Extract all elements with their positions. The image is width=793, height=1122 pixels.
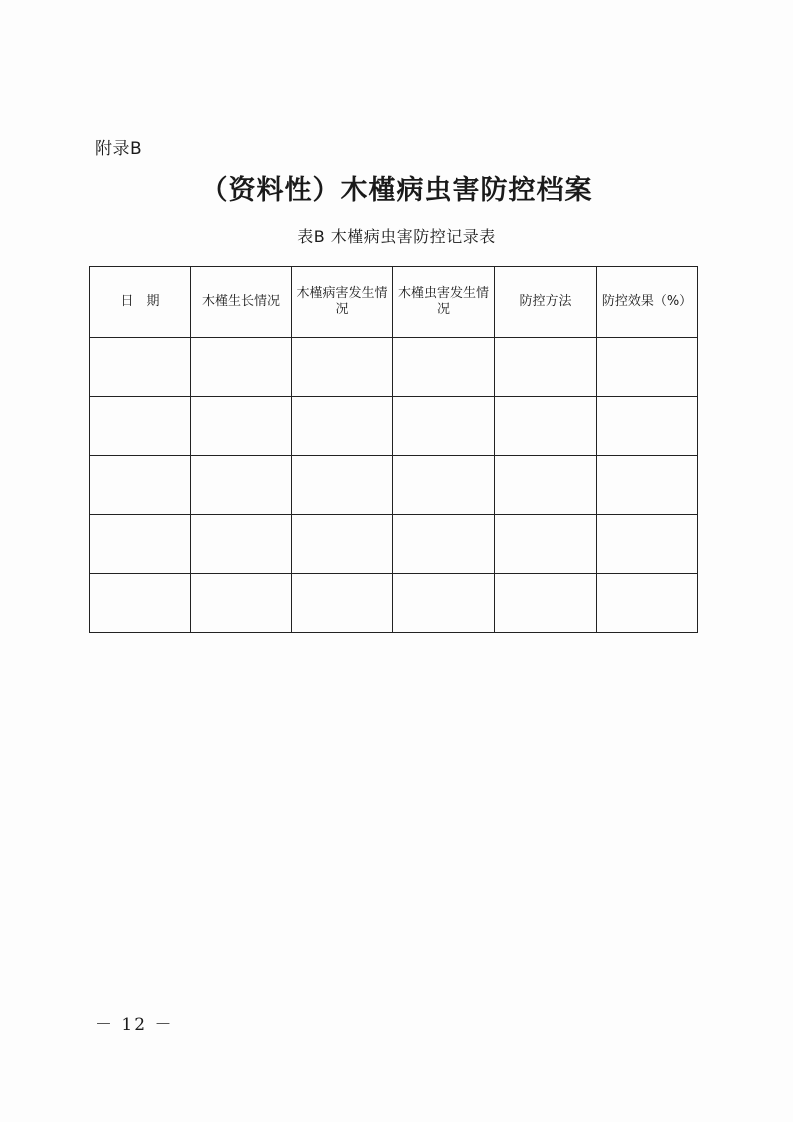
pest-control-record-table [89,266,698,633]
table-cell [90,338,191,397]
table-cell [393,456,495,515]
table-cell [393,574,495,633]
table-cell [292,574,393,633]
table-cell [597,397,698,456]
table-cell [90,397,191,456]
table-cell [292,338,393,397]
table-cell [495,397,597,456]
table-cell [597,456,698,515]
table-cell [191,397,292,456]
table-cell [292,397,393,456]
table-cell [495,515,597,574]
document-title: （资料性）木槿病虫害防控档案 [200,175,593,206]
header-date: 日 期 [90,267,191,338]
header-growth-status: 木槿生长情况 [191,267,292,338]
table-row [90,338,698,397]
table-cell [292,515,393,574]
table-cell [597,515,698,574]
table-row [90,574,698,633]
table-cell [495,338,597,397]
table-cell [495,456,597,515]
table-row [90,397,698,456]
table-cell [191,515,292,574]
table-cell [90,456,191,515]
appendix-label: 附录B [95,139,143,159]
table-row [90,515,698,574]
table-cell [90,574,191,633]
table-row [90,456,698,515]
table-cell [597,338,698,397]
table-cell [90,515,191,574]
table-cell [191,338,292,397]
header-pest-occurrence: 木槿虫害发生情况 [393,267,495,338]
table-title: 表B 木槿病虫害防控记录表 [297,227,496,246]
header-control-method: 防控方法 [495,267,597,338]
page-number: － 12 － [95,1015,174,1035]
table-cell [393,515,495,574]
header-control-effect: 防控效果（%） [597,267,698,338]
table-cell [393,338,495,397]
table-cell [292,456,393,515]
table-header-row [90,267,698,338]
table-cell [495,574,597,633]
table-cell [191,456,292,515]
table-cell [597,574,698,633]
header-disease-occurrence: 木槿病害发生情况 [292,267,393,338]
table-cell [393,397,495,456]
table-cell [191,574,292,633]
